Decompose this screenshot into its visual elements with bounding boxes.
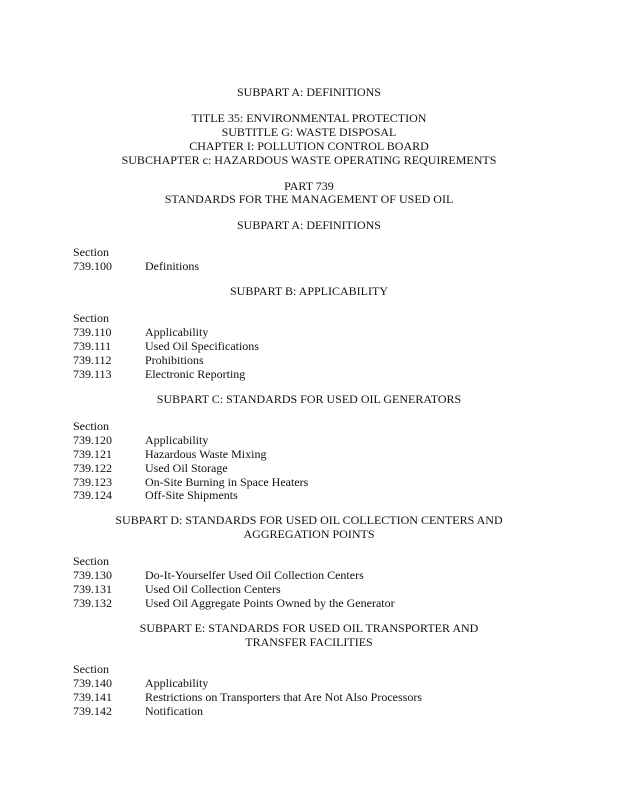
section-number: 739.120 [73, 433, 112, 447]
subpart-a-heading: SUBPART A: DEFINITIONS [237, 218, 381, 232]
section-title: Notification [145, 704, 203, 718]
section-number: 739.122 [73, 461, 112, 475]
part-title: STANDARDS FOR THE MANAGEMENT OF USED OIL [164, 192, 454, 206]
section-label: Section [73, 311, 109, 325]
section-title: Restrictions on Transporters that Are Not Also Processors [145, 690, 422, 704]
subpart-e-heading: SUBPART E: STANDARDS FOR USED OIL TRANSPORTER AND [139, 621, 479, 635]
top-subpart-heading: SUBPART A: DEFINITIONS [237, 85, 381, 99]
section-label: Section [73, 662, 109, 676]
section-number: 739.100 [73, 259, 112, 273]
section-label: Section [73, 419, 109, 433]
title-line: TITLE 35: ENVIRONMENTAL PROTECTION [191, 111, 427, 125]
subpart-c-heading: SUBPART C: STANDARDS FOR USED OIL GENERATORS [156, 392, 462, 406]
section-title: Used Oil Specifications [145, 339, 259, 353]
section-title: Applicability [145, 433, 209, 447]
section-title: Prohibitions [145, 353, 204, 367]
subpart-b-heading: SUBPART B: APPLICABILITY [230, 284, 388, 298]
subpart-d-heading: SUBPART D: STANDARDS FOR USED OIL COLLECTION CENTERS AND [115, 513, 503, 527]
section-number: 739.131 [73, 582, 112, 596]
section-title: On-Site Burning in Space Heaters [145, 475, 309, 489]
section-number: 739.113 [73, 367, 112, 381]
section-number: 739.132 [73, 596, 112, 610]
section-number: 739.142 [73, 704, 112, 718]
subchapter-line: SUBCHAPTER c: HAZARDOUS WASTE OPERATING REQUIREMENTS [121, 153, 497, 167]
section-number: 739.110 [73, 325, 112, 339]
section-title: Definitions [145, 259, 199, 273]
section-label: Section [73, 245, 109, 259]
section-number: 739.123 [73, 475, 112, 489]
section-title: Used Oil Storage [145, 461, 228, 475]
section-title: Off-Site Shipments [145, 488, 238, 502]
section-title: Hazardous Waste Mixing [145, 447, 267, 461]
section-title: Electronic Reporting [145, 367, 246, 381]
chapter-line: CHAPTER I: POLLUTION CONTROL BOARD [189, 139, 429, 153]
section-title: Do-It-Yourselfer Used Oil Collection Centers [145, 568, 364, 582]
section-title: Applicability [145, 676, 209, 690]
subpart-d-heading-cont: AGGREGATION POINTS [243, 527, 375, 541]
section-title: Used Oil Aggregate Points Owned by the Generator [145, 596, 395, 610]
part-number: PART 739 [284, 179, 334, 193]
section-title: Used Oil Collection Centers [145, 582, 281, 596]
section-title: Applicability [145, 325, 209, 339]
section-number: 739.111 [73, 339, 112, 353]
section-number: 739.140 [73, 676, 112, 690]
section-number: 739.141 [73, 690, 112, 704]
subpart-e-heading-cont: TRANSFER FACILITIES [245, 635, 373, 649]
section-number: 739.112 [73, 353, 112, 367]
section-number: 739.130 [73, 568, 112, 582]
section-number: 739.124 [73, 488, 112, 502]
subtitle-line: SUBTITLE G: WASTE DISPOSAL [221, 125, 397, 139]
section-number: 739.121 [73, 447, 112, 461]
section-label: Section [73, 554, 109, 568]
